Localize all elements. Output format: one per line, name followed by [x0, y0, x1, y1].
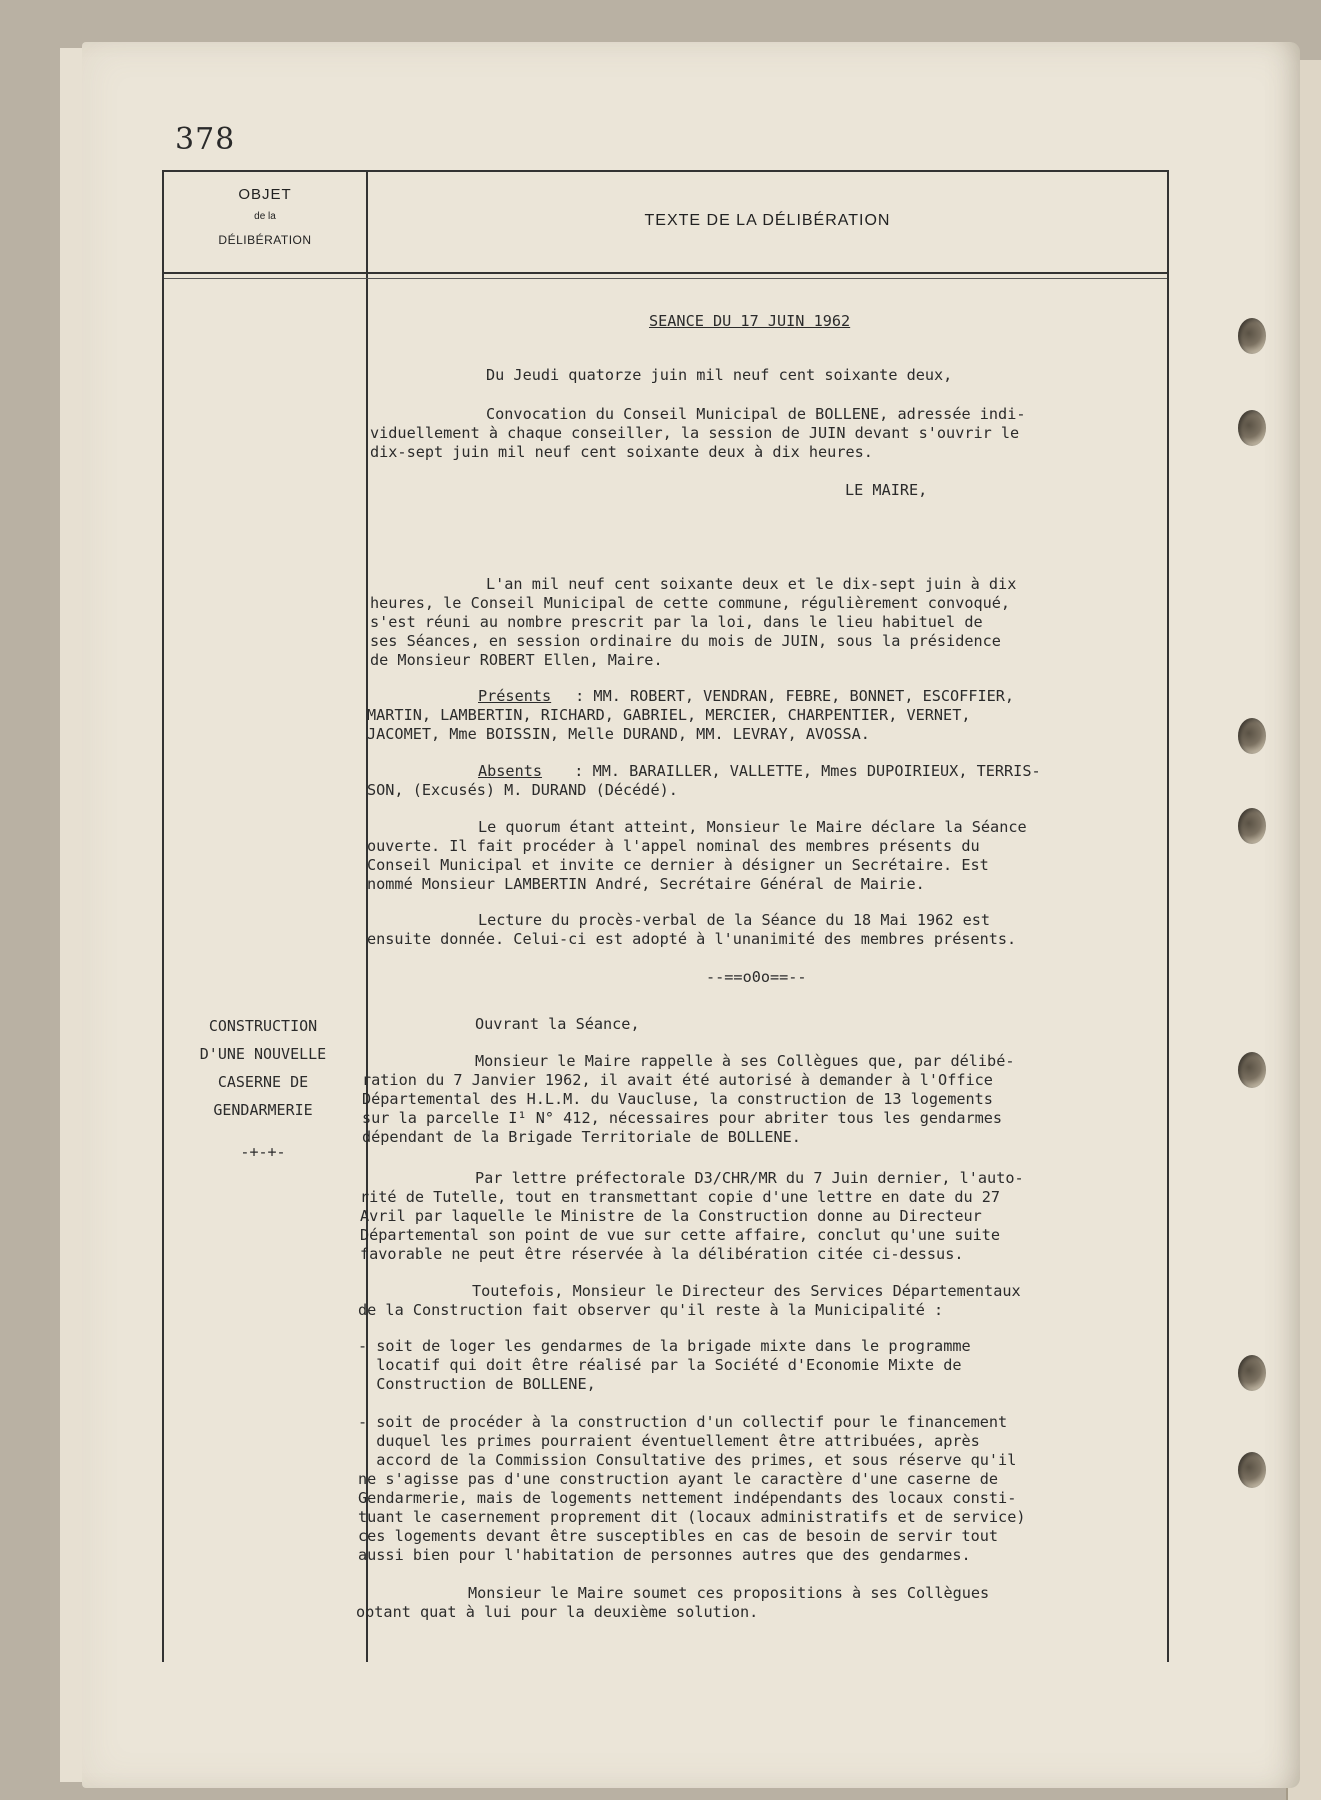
paragraph-opening-session: Ouvrant la Séance,	[475, 1015, 640, 1033]
binder-hole	[1238, 718, 1266, 754]
binder-hole	[1238, 410, 1266, 446]
paragraph-minutes: Lecture du procès-verbal de la Séance du 18 Mai 1962 est	[478, 911, 991, 929]
option-two: - soit de procéder à la construction d'un collectif pour le financement	[358, 1413, 1008, 1431]
paragraph-prefecture: Par lettre préfectorale D3/CHR/MR du 7 Juin dernier, l'auto-	[475, 1169, 1024, 1187]
paragraph-recall: Monsieur le Maire rappelle à ses Collègues que, par délibé-	[475, 1052, 1015, 1070]
column-header-texte: TEXTE DE LA DÉLIBÉRATION	[644, 212, 891, 229]
absents-label: Absents	[478, 762, 543, 780]
binder-hole	[1238, 1052, 1266, 1088]
paragraph-proposal: Monsieur le Maire soumet ces propositions à ses Collègues	[468, 1584, 990, 1602]
session-title: SEANCE DU 17 JUIN 1962	[649, 312, 851, 330]
presents-list: : MM. ROBERT, VENDRAN, FEBRE, BONNET, ESCOFFIER,	[566, 687, 1015, 705]
paragraph-opening: L'an mil neuf cent soixante deux et le dix-sept juin à dix	[486, 575, 1017, 593]
section-separator: --==o0o==--	[706, 968, 807, 986]
header-divider	[164, 278, 1167, 279]
paragraph-date: Du Jeudi quatorze juin mil neuf cent soixante deux,	[486, 366, 953, 384]
option-one: - soit de loger les gendarmes de la brigade mixte dans le programme	[358, 1337, 971, 1355]
binder-hole	[1238, 808, 1266, 844]
paragraph-however: Toutefois, Monsieur le Directeur des Services Départementaux	[472, 1282, 1021, 1300]
paragraph-convocation: Convocation du Conseil Municipal de BOLLENE, adressée indi-	[486, 405, 1026, 423]
absents-list: : MM. BARAILLER, VALLETTE, Mmes DUPOIRIEUX, TERRIS-	[556, 762, 1041, 780]
presents-label: Présents	[478, 687, 552, 705]
binder-hole	[1238, 318, 1266, 354]
le-maire: LE MAIRE,	[845, 481, 928, 499]
margin-subject: CONSTRUCTION D'UNE NOUVELLE CASERNE DE GENDARMERIE -+-+-	[162, 1012, 364, 1166]
column-header-objet: OBJET de la DÉLIBÉRATION	[218, 186, 312, 247]
binder-hole	[1238, 1452, 1266, 1488]
header-divider	[164, 272, 1167, 274]
binder-hole	[1238, 1355, 1266, 1391]
paragraph-quorum: Le quorum étant atteint, Monsieur le Maire déclare la Séance	[478, 818, 1027, 836]
page-number: 378	[175, 122, 236, 157]
margin-ornament: -+-+-	[240, 1143, 286, 1161]
